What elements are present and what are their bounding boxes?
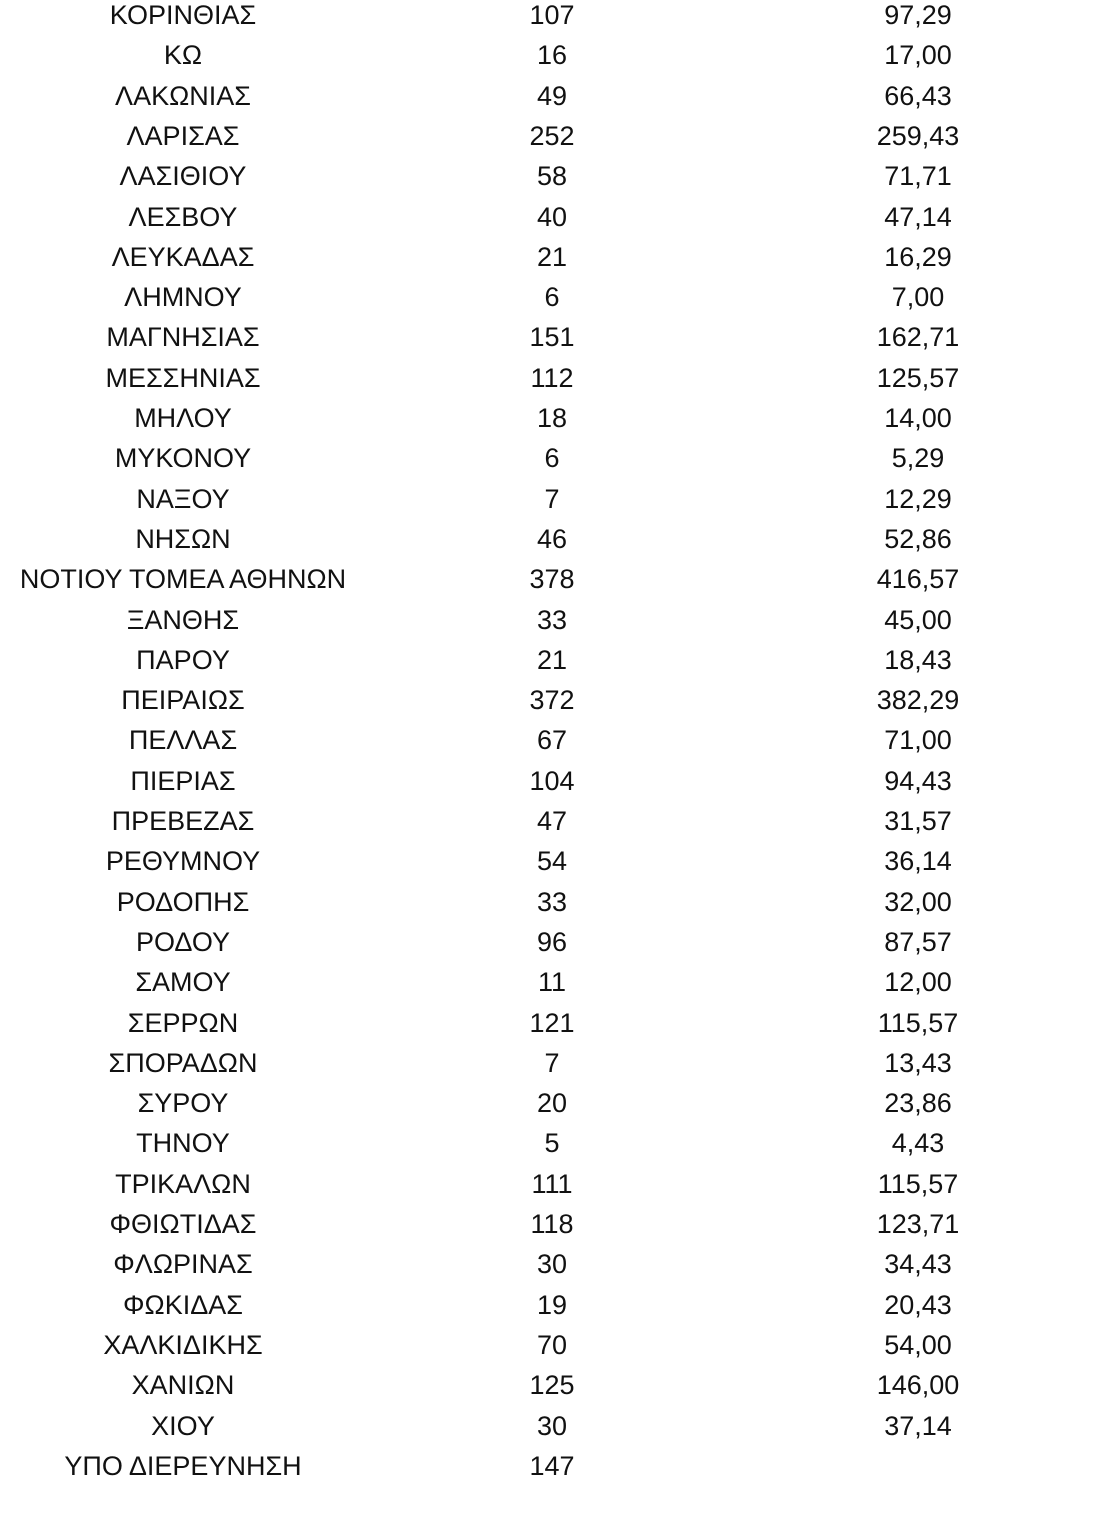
average-value-cell: 146,00 — [876, 1370, 960, 1401]
region-name-cell: ΛΗΜΝΟΥ — [124, 282, 242, 313]
table-row — [0, 720, 1099, 760]
region-name-cell: ΛΕΣΒΟΥ — [128, 201, 238, 232]
average-value-cell: 34,43 — [884, 1249, 952, 1280]
case-count-cell: 151 — [529, 322, 575, 353]
case-count-cell: 11 — [537, 967, 567, 998]
case-count-cell: 112 — [530, 362, 574, 393]
case-count-cell: 6 — [544, 282, 560, 313]
average-value-cell: 382,29 — [876, 685, 960, 716]
case-count-cell: 20 — [536, 1088, 568, 1119]
table-row — [0, 1285, 1099, 1325]
table-row — [0, 1204, 1099, 1244]
average-value-cell: 71,00 — [884, 725, 952, 756]
case-count-cell: 5 — [544, 1128, 560, 1159]
table-row — [0, 358, 1099, 398]
case-count-cell: 67 — [536, 725, 568, 756]
average-value-cell: 125,57 — [876, 362, 960, 393]
table-row — [0, 1325, 1099, 1365]
region-name-cell: ΞΑΝΘΗΣ — [126, 604, 240, 635]
table-row — [0, 479, 1099, 519]
case-count-cell: 121 — [529, 1007, 575, 1038]
table-row — [0, 801, 1099, 841]
average-value-cell: 31,57 — [884, 806, 952, 836]
region-name-cell: ΦΘΙΩΤΙΔΑΣ — [109, 1209, 257, 1239]
case-count-cell: 21 — [536, 644, 568, 675]
region-name-cell: ΦΛΩΡΙΝΑΣ — [113, 1249, 253, 1280]
region-name-cell: ΝΗΣΩΝ — [135, 523, 231, 554]
region-name-cell: ΝΟΤΙΟΥ ΤΟΜΕΑ ΑΘΗΝΩΝ — [19, 564, 347, 595]
table-row — [0, 197, 1099, 237]
region-name-cell: ΡΕΘΥΜΝΟΥ — [105, 846, 261, 877]
case-count-cell: 378 — [529, 564, 575, 595]
table-row — [0, 882, 1099, 922]
average-value-cell: 115,57 — [877, 1007, 959, 1038]
case-count-cell: 30 — [536, 1249, 568, 1280]
table-row — [0, 0, 1099, 35]
region-name-cell: ΝΑΞΟΥ — [136, 483, 230, 514]
region-name-cell: ΣΕΡΡΩΝ — [127, 1007, 239, 1038]
average-value-cell: 45,00 — [884, 604, 952, 635]
average-value-cell: 13,43 — [884, 1047, 952, 1078]
average-value-cell: 66,43 — [884, 80, 952, 111]
case-count-cell: 49 — [536, 80, 568, 111]
average-value-cell: 162,71 — [876, 322, 960, 353]
average-value-cell: 115,57 — [877, 1168, 959, 1199]
table-row — [0, 277, 1099, 317]
table-row — [0, 438, 1099, 478]
region-name-cell: ΜΑΓΝΗΣΙΑΣ — [106, 322, 260, 353]
region-name-cell: ΚΩ — [163, 40, 203, 71]
case-count-cell: 125 — [529, 1370, 575, 1401]
table-row — [0, 1043, 1099, 1083]
case-count-cell: 107 — [529, 0, 575, 30]
region-name-cell: ΡΟΔΟΥ — [135, 926, 231, 957]
region-name-cell: ΧΙΟΥ — [151, 1410, 215, 1441]
region-name-cell: ΣΠΟΡΑΔΩΝ — [108, 1047, 258, 1078]
table-row — [0, 1365, 1099, 1405]
table-row — [0, 1003, 1099, 1043]
case-count-cell: 33 — [536, 886, 568, 917]
average-value-cell: 4,43 — [891, 1128, 945, 1159]
table-row — [0, 1083, 1099, 1123]
average-value-cell: 123,71 — [876, 1209, 960, 1239]
case-count-cell: 96 — [536, 926, 568, 957]
average-value-cell: 32,00 — [884, 886, 952, 917]
case-count-cell: 7 — [544, 1047, 560, 1078]
case-count-cell: 7 — [544, 483, 560, 514]
region-name-cell: ΡΟΔΟΠΗΣ — [116, 886, 250, 917]
region-name-cell: ΠΙΕΡΙΑΣ — [130, 765, 236, 796]
table-row — [0, 35, 1099, 75]
average-value-cell: 5,29 — [891, 443, 945, 474]
case-count-cell: 252 — [529, 120, 575, 151]
table-row — [0, 640, 1099, 680]
table-row — [0, 962, 1099, 1002]
case-count-cell: 6 — [544, 443, 560, 474]
region-name-cell: ΣΑΜΟΥ — [135, 967, 231, 998]
region-name-cell: ΜΥΚΟΝΟΥ — [114, 443, 252, 474]
region-name-cell: ΥΠΟ ΔΙΕΡΕΥΝΗΣΗ — [64, 1450, 302, 1481]
region-name-cell: ΦΩΚΙΔΑΣ — [123, 1289, 243, 1320]
case-count-cell: 16 — [536, 40, 568, 71]
case-count-cell: 40 — [536, 201, 568, 232]
table-row — [0, 761, 1099, 801]
average-value-cell: 87,57 — [884, 926, 952, 957]
table-row — [0, 519, 1099, 559]
case-count-cell: 104 — [529, 765, 575, 796]
average-value-cell: 18,43 — [884, 644, 952, 675]
average-value-cell: 12,29 — [884, 483, 952, 514]
table-row — [0, 116, 1099, 156]
case-count-cell: 118 — [530, 1209, 574, 1239]
case-count-cell: 30 — [536, 1410, 568, 1441]
region-name-cell: ΣΥΡΟΥ — [137, 1088, 229, 1119]
average-value-cell: 7,00 — [891, 282, 945, 313]
average-value-cell: 47,14 — [884, 201, 952, 232]
region-name-cell: ΤΡΙΚΑΛΩΝ — [115, 1168, 251, 1199]
average-value-cell: 20,43 — [884, 1289, 952, 1320]
case-count-cell: 19 — [536, 1289, 568, 1320]
table-row — [0, 398, 1099, 438]
region-name-cell: ΛΕΥΚΑΔΑΣ — [111, 241, 255, 272]
case-count-cell: 70 — [536, 1329, 568, 1360]
average-value-cell: 54,00 — [884, 1329, 952, 1360]
case-count-cell: 21 — [536, 241, 568, 272]
region-name-cell: ΧΑΛΚΙΔΙΚΗΣ — [103, 1329, 263, 1360]
table-row — [0, 922, 1099, 962]
average-value-cell: 23,86 — [884, 1088, 952, 1119]
region-name-cell: ΤΗΝΟΥ — [136, 1128, 230, 1159]
region-name-cell: ΜΕΣΣΗΝΙΑΣ — [105, 362, 261, 393]
table-row — [0, 237, 1099, 277]
table-row — [0, 600, 1099, 640]
table-row — [0, 1406, 1099, 1446]
region-name-cell: ΛΑΡΙΣΑΣ — [126, 120, 240, 151]
region-name-cell: ΛΑΣΙΘΙΟΥ — [119, 161, 247, 192]
region-name-cell: ΠΕΛΛΑΣ — [128, 725, 238, 756]
average-value-cell: 52,86 — [884, 523, 952, 554]
table-row — [0, 559, 1099, 599]
average-value-cell: 14,00 — [884, 403, 952, 433]
case-count-cell: 372 — [529, 685, 575, 716]
average-value-cell: 259,43 — [876, 120, 960, 151]
average-value-cell: 17,00 — [884, 40, 952, 71]
table-row — [0, 1164, 1099, 1204]
case-count-cell: 33 — [536, 604, 568, 635]
table-row — [0, 156, 1099, 196]
table-row — [0, 1244, 1099, 1284]
average-value-cell: 16,29 — [884, 241, 952, 272]
table-row — [0, 1123, 1099, 1163]
region-name-cell: ΛΑΚΩΝΙΑΣ — [115, 80, 251, 111]
average-value-cell: 37,14 — [884, 1410, 952, 1441]
case-count-cell: 58 — [536, 161, 568, 192]
average-value-cell: 36,14 — [884, 846, 952, 877]
average-value-cell: 94,43 — [884, 765, 952, 796]
case-count-cell: 54 — [536, 846, 568, 877]
region-name-cell: ΧΑΝΙΩΝ — [131, 1370, 235, 1401]
average-value-cell: 12,00 — [884, 967, 952, 998]
region-name-cell: ΠΑΡΟΥ — [136, 644, 230, 675]
region-name-cell: ΠΕΙΡΑΙΩΣ — [121, 685, 245, 716]
average-value-cell: 71,71 — [884, 161, 952, 192]
table-row — [0, 841, 1099, 881]
region-name-cell: ΠΡΕΒΕΖΑΣ — [111, 806, 255, 836]
case-count-cell: 147 — [529, 1450, 575, 1481]
case-count-cell: 111 — [531, 1168, 573, 1199]
table-row — [0, 680, 1099, 720]
case-count-cell: 47 — [536, 806, 568, 836]
region-name-cell: ΜΗΛΟΥ — [134, 403, 232, 433]
average-value-cell: 416,57 — [876, 564, 960, 595]
table-row — [0, 76, 1099, 116]
table-row — [0, 1446, 1099, 1486]
region-name-cell: ΚΟΡΙΝΘΙΑΣ — [109, 0, 257, 30]
case-count-cell: 46 — [536, 523, 568, 554]
case-count-cell: 18 — [536, 403, 568, 433]
average-value-cell: 97,29 — [884, 0, 952, 30]
table-row — [0, 317, 1099, 357]
